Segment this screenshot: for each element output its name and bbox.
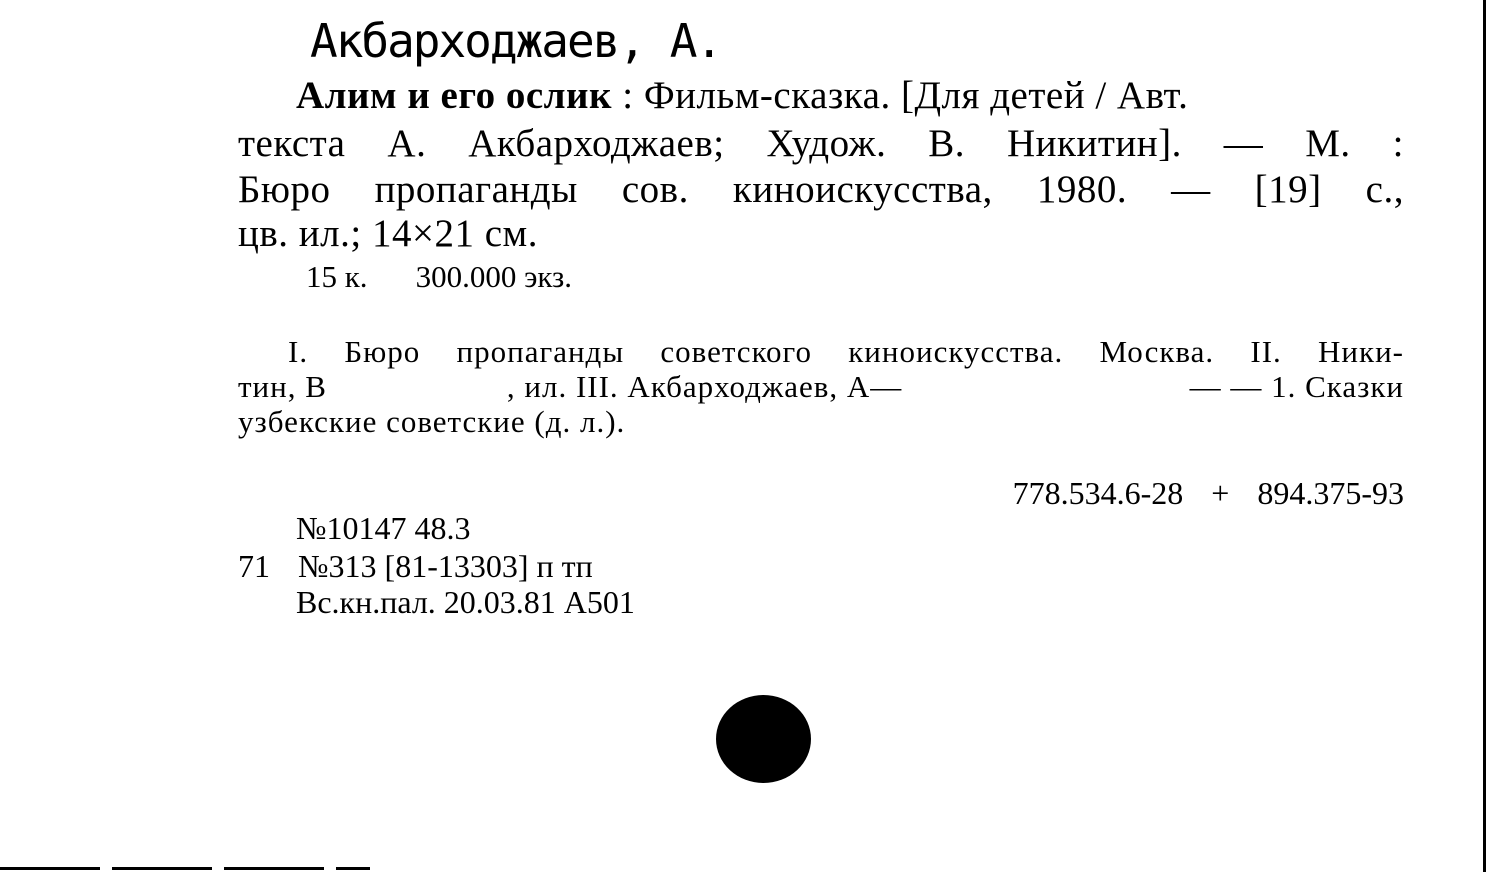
word: пропаганды (456, 334, 625, 369)
accession-line-1: №10147 48.3 (296, 510, 471, 546)
word: — (1171, 168, 1211, 211)
word: Акбарходжаев; (468, 122, 725, 165)
word: Бюро (344, 334, 421, 369)
word: 1980. (1036, 168, 1128, 211)
word: [19] (1254, 168, 1322, 211)
punch-hole (716, 695, 811, 783)
word: киноискусства. (848, 334, 1064, 369)
word: Никитин]. (1006, 122, 1182, 165)
word: Москва. (1099, 334, 1215, 369)
word: советского (660, 334, 812, 369)
title-line (238, 76, 1404, 115)
word: М. (1305, 122, 1351, 165)
word: киноискусства, (732, 168, 993, 211)
card-edge-right (1483, 0, 1486, 872)
word: Худож. (766, 122, 887, 165)
word: текста (238, 122, 346, 165)
word: : (1392, 122, 1404, 165)
physical-description: цв. ил.; 14×21 см. (238, 212, 538, 255)
bbk-number: 894.375-93 (1257, 475, 1404, 511)
udc-number: 778.534.6-28 (1012, 475, 1184, 511)
accession-line-3: Вс.кн.пал. 20.03.81 А501 (296, 584, 635, 620)
card-edge-bottom (0, 867, 370, 870)
imprint-line-2 (238, 124, 1404, 163)
tracing-part: — — 1. Сказки (1189, 369, 1404, 404)
word: II. (1250, 334, 1282, 369)
tracing-line-3: узбекские советские (д. л.). (238, 404, 626, 439)
plus-sign: + (1211, 475, 1230, 511)
tracing-line-1 (238, 336, 1404, 367)
imprint-line-3 (238, 170, 1404, 209)
tracing-part: тин, В (238, 369, 327, 404)
word: I. (288, 334, 309, 369)
word: Ники- (1318, 334, 1404, 369)
price-line (306, 259, 620, 295)
word: — (1223, 122, 1264, 165)
accession-number: №313 [81-13303] п тп (298, 548, 593, 584)
print-run: 300.000 экз. (415, 259, 573, 294)
word: Бюро (238, 168, 331, 211)
tracing-line-2 (238, 371, 1404, 402)
title-rest: : Фильм-сказка. [Для детей / Авт. (611, 74, 1189, 117)
word: В. (928, 122, 966, 165)
classification-numbers (1013, 475, 1404, 512)
word: сов. (621, 168, 689, 211)
tracing-part: , ил. III. Акбарходжаев, А— (506, 369, 903, 404)
word: с., (1365, 168, 1404, 211)
title-bold: Алим и его ослик (296, 74, 612, 117)
price: 15 к. (306, 259, 368, 294)
word: пропаганды (374, 168, 578, 211)
word: А. (387, 122, 427, 165)
accession-prefix: 71 (238, 548, 270, 584)
author-heading: Акбарходжаев, А. (310, 14, 722, 68)
accession-line-2 (238, 548, 593, 585)
